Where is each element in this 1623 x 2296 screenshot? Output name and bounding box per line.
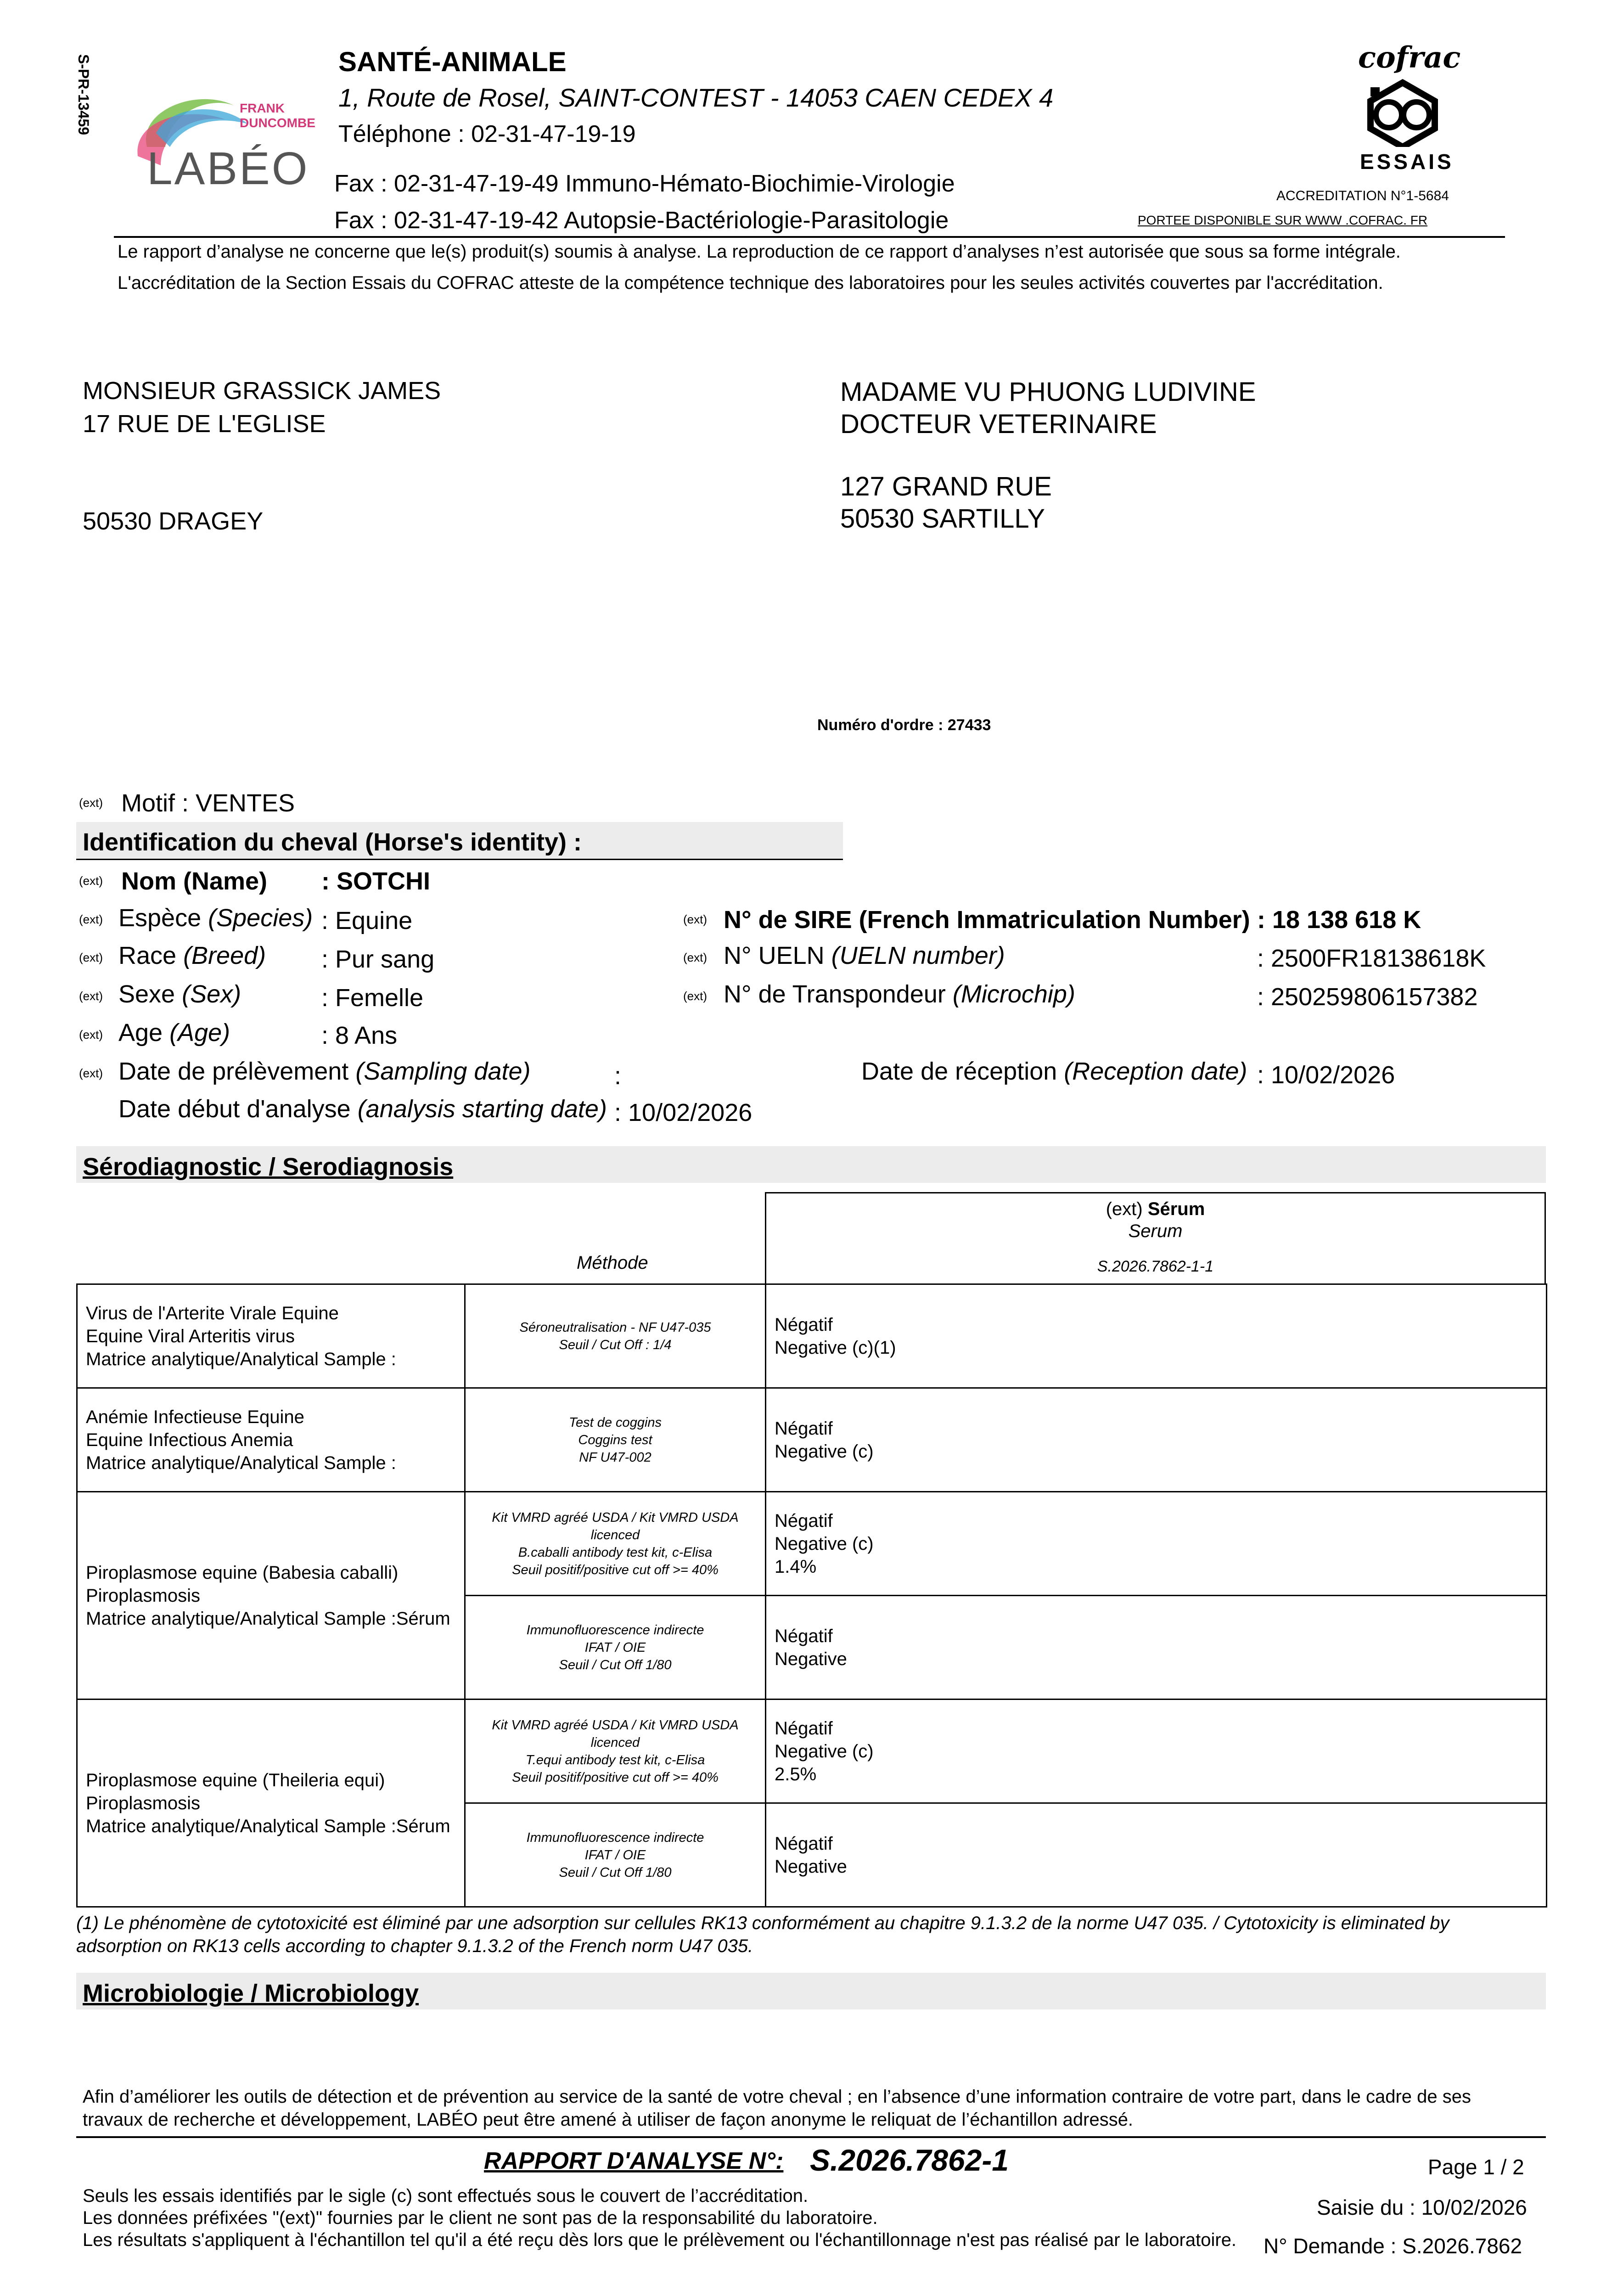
footnote-1: (1) Le phénomène de cytotoxicité est éliminé par une adsorption sur cellules RK13 conformément au chapitre 9.1.3.2 de la norme U47 035. / Cytotoxicity is eliminated by bbox=[76, 1913, 1449, 1933]
saisie-date: Saisie du : 10/02/2026 bbox=[1317, 2195, 1527, 2219]
result-cell: Négatif Negative (c) bbox=[766, 1388, 1547, 1492]
owner-name: MONSIEUR GRASSICK JAMES bbox=[83, 377, 441, 405]
owner-street: 17 RUE DE L'EGLISE bbox=[83, 410, 326, 438]
horse-age-value: : 8 Ans bbox=[321, 1022, 398, 1049]
ext-tag: (ext) bbox=[79, 951, 103, 964]
lab-address: 1, Route de Rosel, SAINT-CONTEST - 14053 CAEN CEDEX 4 bbox=[338, 83, 1054, 112]
identification-title: Identification du cheval (Horse's identity) : bbox=[83, 828, 582, 856]
method-header: Méthode bbox=[577, 1253, 648, 1273]
horse-name-label: Nom (Name) bbox=[121, 867, 268, 895]
demande-number: N° Demande : S.2026.7862 bbox=[1264, 2234, 1522, 2258]
lab-fax-2: Fax : 02-31-47-19-42 Autopsie-Bactériologie-Parasitologie bbox=[334, 207, 949, 234]
microbiology-title: Microbiologie / Microbiology bbox=[83, 1980, 419, 2007]
method-cell: Immunofluorescence indirecte IFAT / OIE Seuil / Cut Off 1/80 bbox=[465, 1596, 766, 1699]
side-reference: S-PR-13459 bbox=[75, 54, 92, 135]
sample-type-line: (ext) Sérum bbox=[1106, 1199, 1205, 1219]
vet-title: DOCTEUR VETERINAIRE bbox=[840, 409, 1157, 439]
sire-value: : 18 138 618 K bbox=[1257, 906, 1421, 934]
ueln-label: N° UELN (UELN number) bbox=[724, 942, 1005, 969]
vet-street: 127 GRAND RUE bbox=[840, 472, 1052, 501]
analysis-start-value: : 10/02/2026 bbox=[614, 1099, 753, 1126]
method-cell: Test de coggins Coggins test NF U47-002 bbox=[465, 1388, 766, 1492]
result-cell: Négatif Negative (c) 1.4% bbox=[766, 1492, 1547, 1596]
table-row bbox=[77, 1492, 1547, 1596]
report-number: S.2026.7862-1 bbox=[810, 2143, 1009, 2177]
serodiagnosis-title: Sérodiagnostic / Serodiagnosis bbox=[83, 1153, 454, 1181]
report-label: RAPPORT D'ANALYSE N°: bbox=[484, 2148, 784, 2174]
sire-label: N° de SIRE (French Immatriculation Number) bbox=[724, 906, 1250, 934]
ext-tag: (ext) bbox=[79, 1028, 103, 1041]
method-cell: Kit VMRD agréé USDA / Kit VMRD USDA licenced B.caballi antibody test kit, c-Elisa Seuil positif/positive cut off >= 40% bbox=[465, 1492, 766, 1596]
analysis-cell: Virus de l'Arterite Virale Equine Equine Viral Arteritis virus Matrice analytique/Analytical Sample : bbox=[77, 1284, 465, 1388]
table-row bbox=[77, 1388, 1547, 1492]
table-row bbox=[77, 1284, 1547, 1388]
method-cell: Kit VMRD agréé USDA / Kit VMRD USDA licenced T.equi antibody test kit, c-Elisa Seuil positif/positive cut off >= 40% bbox=[465, 1699, 766, 1803]
cofrac-accreditation: ACCREDITATION N°1-5684 bbox=[1276, 188, 1449, 203]
identification-rule bbox=[76, 859, 843, 860]
analysis-cell: Anémie Infectieuse Equine Equine Infectious Anemia Matrice analytique/Analytical Sample : bbox=[77, 1388, 465, 1492]
horse-breed-label: Race (Breed) bbox=[118, 942, 266, 969]
result-cell: Négatif Negative bbox=[766, 1596, 1547, 1699]
horse-sex-value: : Femelle bbox=[321, 984, 424, 1012]
owner-city: 50530 DRAGEY bbox=[83, 507, 264, 535]
research-note-1: Afin d’améliorer les outils de détection et de prévention au service de la santé de votre cheval ; en l’absence d’une information contraire de votre part, dans le cadre de ses bbox=[83, 2087, 1471, 2107]
ext-tag: (ext) bbox=[683, 989, 707, 1003]
ext-tag: (ext) bbox=[79, 1066, 103, 1080]
ueln-value: : 2500FR18138618K bbox=[1257, 945, 1486, 972]
cofrac-portee[interactable]: PORTEE DISPONIBLE SUR WWW .COFRAC. FR bbox=[1138, 213, 1428, 227]
method-cell: Immunofluorescence indirecte IFAT / OIE Seuil / Cut Off 1/80 bbox=[465, 1803, 766, 1907]
order-number: Numéro d'ordre : 27433 bbox=[817, 716, 991, 734]
lab-fax-1: Fax : 02-31-47-19-49 Immuno-Hémato-Biochimie-Virologie bbox=[334, 170, 955, 197]
microchip-value: : 250259806157382 bbox=[1257, 983, 1478, 1011]
results-table bbox=[76, 1283, 1547, 1908]
disclaimer-1: Le rapport d’analyse ne concerne que le(s) produit(s) soumis à analyse. La reproduction de ce rapport d’analyses n’est autorisée que sous sa forme intégrale. bbox=[118, 242, 1401, 262]
cofrac-wordmark: cofrac bbox=[1358, 40, 1461, 75]
reception-date-label: Date de réception (Reception date) bbox=[861, 1058, 1247, 1085]
ext-tag: (ext) bbox=[79, 912, 103, 926]
sample-id: S.2026.7862-1-1 bbox=[1097, 1258, 1214, 1275]
lab-name: SANTÉ-ANIMALE bbox=[338, 46, 567, 77]
horse-species-value: : Equine bbox=[321, 907, 413, 934]
sample-header-box bbox=[765, 1192, 1546, 1283]
sampling-date-value: : bbox=[614, 1062, 622, 1090]
footer-note-1: Seuls les essais identifiés par le sigle (c) sont effectués sous le couvert de l’accréditation. bbox=[83, 2186, 809, 2206]
logo-labeo: LABÉO bbox=[147, 143, 309, 194]
page-number: Page 1 / 2 bbox=[1428, 2155, 1524, 2179]
horse-species-label: Espèce (Species) bbox=[118, 904, 313, 932]
footer-rule bbox=[76, 2136, 1546, 2138]
result-cell: Négatif Negative (c)(1) bbox=[766, 1284, 1547, 1388]
reception-date-value: : 10/02/2026 bbox=[1257, 1061, 1395, 1089]
analysis-cell: Piroplasmose equine (Babesia caballi) Piroplasmosis Matrice analytique/Analytical Sample :Sérum bbox=[77, 1492, 465, 1699]
footer-note-3: Les résultats s'appliquent à l'échantillon tel qu'il a été reçu dès lors que le prélèvement ou l'échantillonnage n'est pas réalisé par le laboratoire. bbox=[83, 2230, 1237, 2250]
table-row bbox=[77, 1699, 1547, 1803]
vet-name: MADAME VU PHUONG LUDIVINE bbox=[840, 377, 1256, 407]
analysis-cell: Piroplasmose equine (Theileria equi) Piroplasmosis Matrice analytique/Analytical Sample :Sérum bbox=[77, 1699, 465, 1907]
result-cell: Négatif Negative bbox=[766, 1803, 1547, 1907]
horse-age-label: Age (Age) bbox=[118, 1019, 230, 1047]
horse-breed-value: : Pur sang bbox=[321, 945, 435, 973]
footnote-2: adsorption on RK13 cells according to chapter 9.1.3.2 of the French norm U47 035. bbox=[76, 1936, 753, 1956]
horse-name-value: : SOTCHI bbox=[321, 867, 430, 895]
cofrac-essais: ESSAIS bbox=[1360, 150, 1454, 174]
cofrac-essais-icon bbox=[1361, 78, 1444, 147]
research-note-2: travaux de recherche et développement, LABÉO peut être amené à utiliser de façon anonyme le reliquat de l’échantillon adressé. bbox=[83, 2110, 1134, 2130]
method-cell: Séroneutralisation - NF U47-035 Seuil / Cut Off : 1/4 bbox=[465, 1284, 766, 1388]
vet-city: 50530 SARTILLY bbox=[840, 504, 1045, 534]
disclaimer-2: L'accréditation de la Section Essais du COFRAC atteste de la compétence technique des laboratoires pour les seules activités couvertes par l'accréditation. bbox=[118, 273, 1383, 293]
logo-frank: FRANK bbox=[240, 101, 285, 115]
header-rule bbox=[114, 236, 1505, 238]
lab-phone: Téléphone : 02-31-47-19-19 bbox=[338, 121, 636, 147]
sampling-date-label: Date de prélèvement (Sampling date) bbox=[118, 1058, 531, 1085]
ext-tag: (ext) bbox=[79, 796, 103, 810]
ext-tag: (ext) bbox=[79, 874, 103, 888]
motif: Motif : VENTES bbox=[121, 789, 295, 817]
ext-tag: (ext) bbox=[683, 951, 707, 964]
horse-sex-label: Sexe (Sex) bbox=[118, 980, 241, 1008]
result-cell: Négatif Negative (c) 2.5% bbox=[766, 1699, 1547, 1803]
footer-note-2: Les données préfixées "(ext)" fournies par le client ne sont pas de la responsabilité du laboratoire. bbox=[83, 2208, 878, 2228]
analysis-start-label: Date début d'analyse (analysis starting date) bbox=[118, 1095, 607, 1123]
ext-tag: (ext) bbox=[79, 989, 103, 1003]
labeo-logo bbox=[119, 78, 321, 197]
ext-tag: (ext) bbox=[683, 912, 707, 926]
microchip-label: N° de Transpondeur (Microchip) bbox=[724, 980, 1075, 1008]
logo-duncombe: DUNCOMBE bbox=[240, 116, 315, 130]
sample-type-en: Serum bbox=[1128, 1221, 1183, 1241]
